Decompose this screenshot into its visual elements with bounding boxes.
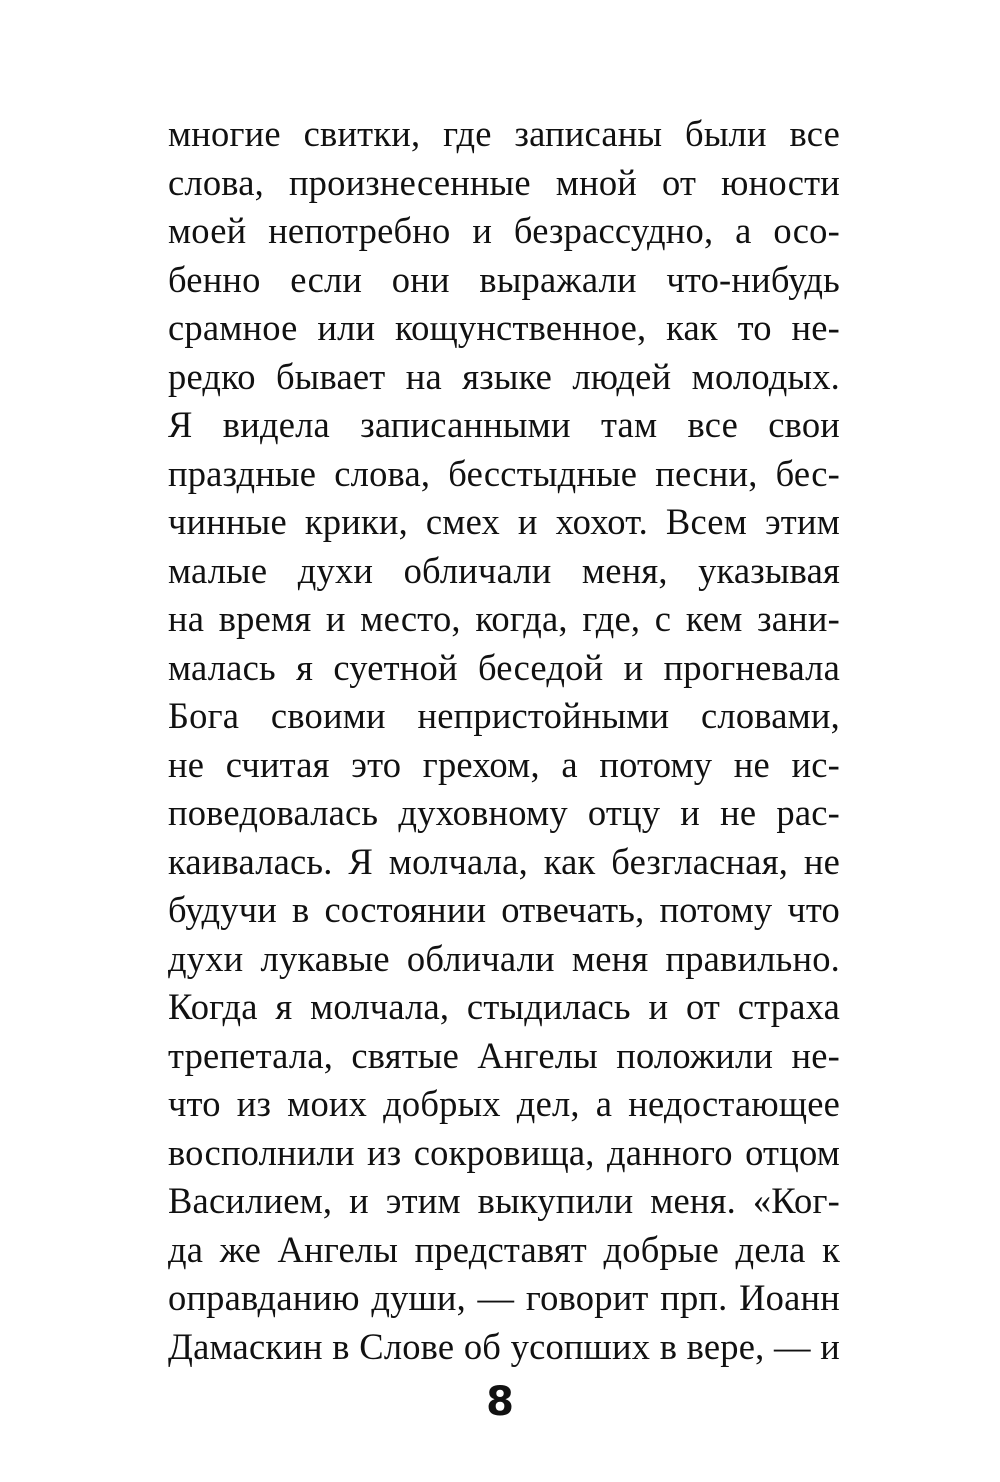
- text-line-20: трепетала, святые Ангелы положили не-: [168, 1034, 840, 1076]
- text-line-15: поведовалась духовному отцу и не рас-: [168, 792, 840, 833]
- text-line-16: каивалась. Я молчала, как безгласная, не: [168, 840, 840, 882]
- text-line-8: праздные слова, бесстыдные песни, бес-: [168, 452, 840, 494]
- text-line-13: Бога своими непристойными словами,: [168, 695, 840, 736]
- text-line-17: будучи в состоянии отвечать, потому что: [168, 889, 840, 930]
- text-line-26: Дамаскин в Слове об усопших в вере, — и: [168, 1325, 840, 1367]
- text-line-4: бенно если они выражали что-нибудь: [168, 258, 840, 300]
- text-line-10: малые духи обличали меня, указывая: [168, 549, 840, 591]
- text-line-7: Я видела записанными там все свои: [168, 404, 840, 445]
- text-line-9: чинные крики, смех и хохот. Всем этим: [168, 501, 840, 542]
- text-line-14: не считая это грехом, а потому не ис-: [168, 743, 840, 785]
- text-line-1: многие свитки, где записаны были все: [168, 113, 840, 154]
- text-line-24: да же Ангелы представят добрые дела к: [168, 1228, 840, 1270]
- text-line-6: редко бывает на языке людей молодых.: [168, 355, 840, 397]
- text-line-12: малась я суетной беседой и прогневала: [168, 646, 840, 688]
- text-line-23: Василием, и этим выкупили меня. «Ког-: [168, 1180, 840, 1221]
- text-line-25: оправданию души, — говорит прп. Иоанн: [168, 1277, 840, 1318]
- text-line-21: что из моих добрых дел, а недостающее: [168, 1083, 840, 1124]
- text-line-11: на время и место, когда, где, с кем зани-: [168, 598, 840, 639]
- text-line-5: срамное или кощунственное, как то не-: [168, 307, 840, 348]
- text-line-19: Когда я молчала, стыдилась и от страха: [168, 986, 840, 1027]
- page-number: 8: [486, 1379, 514, 1425]
- body-text: [168, 110, 840, 1371]
- text-line-3: моей непотребно и безрассудно, а осо-: [168, 210, 840, 251]
- text-line-22: восполнили из сокровища, данного отцом: [168, 1131, 840, 1173]
- text-line-18: духи лукавые обличали меня правильно.: [168, 937, 840, 979]
- text-line-2: слова, произнесенные мной от юности: [168, 161, 840, 203]
